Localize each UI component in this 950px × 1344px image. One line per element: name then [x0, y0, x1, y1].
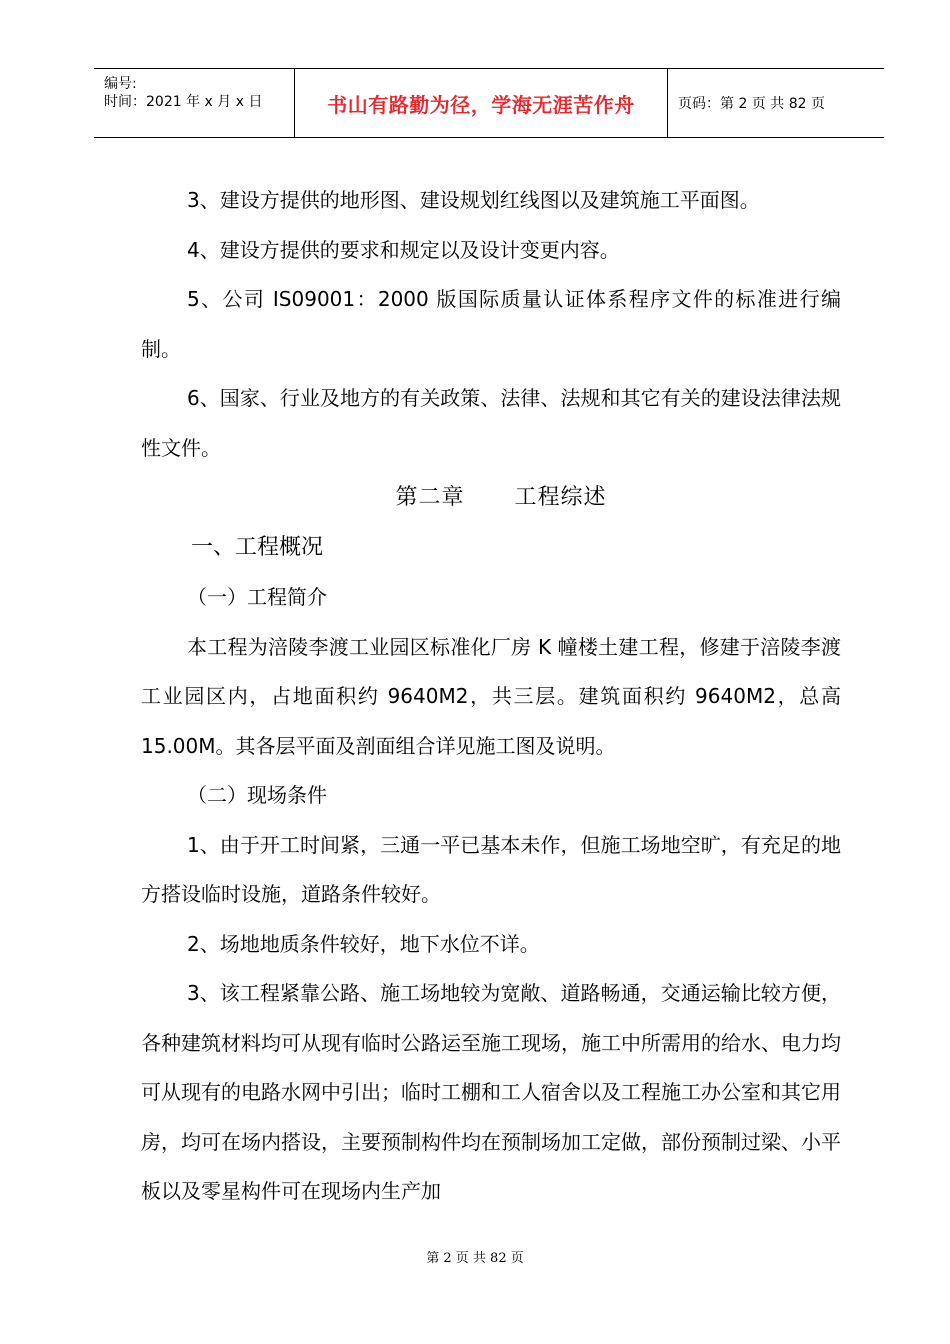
paragraph-site-condition-1: 1、由于开工时间紧，三通一平已基本未作，但施工场地空旷，有充足的地方搭设临时设施，道路条件较好。: [141, 832, 841, 906]
header-page-label: 页码：第 2 页 共 82 页: [678, 96, 825, 112]
paragraph-basis-3: 3、建设方提供的地形图、建设规划红线图以及建筑施工平面图。: [187, 188, 760, 212]
page-footer: 第 2 页 共 82 页: [426, 1251, 524, 1266]
section-heading: 一、工程概况: [191, 535, 324, 560]
paragraph-basis-5: 5、公司 IS09001：2000 版国际质量认证体系程序文件的标准进行编制。: [141, 287, 841, 361]
chapter-title: 工程综述: [514, 485, 607, 510]
subsection-heading-intro: （一）工程简介: [187, 585, 327, 609]
chapter-heading: [141, 473, 841, 523]
document-body: [141, 176, 841, 1217]
paragraph-site-condition-3: 3、该工程紧靠公路、施工场地较为宽敞、道路畅通，交通运输比较方便，各种建筑材料均可从现有临时公路运至施工现场，施工中所需用的给水、电力均可从现有的电路水网中引出；临时工棚和工人宿舍以及工程施工办公室和其它用房，均可在场内搭设，主要预制构件均在预制场加工定做，部份预制过梁、小平板以及零星构件可在现场内生产加: [141, 981, 841, 1203]
header-motto: 书山有路勤为径，学海无涯苦作舟: [327, 92, 635, 117]
paragraph-basis-6: 6、国家、行业及地方的有关政策、法律、法规和其它有关的建设法律法规性文件。: [141, 386, 841, 460]
header-number-label: 编号:: [104, 76, 137, 92]
page-header: [94, 68, 884, 138]
chapter-number: 第二章: [395, 485, 465, 510]
header-meta-cell: [94, 69, 295, 137]
header-motto-cell: [295, 69, 668, 137]
header-time-label: 时间：2021 年 x 月 x 日: [104, 94, 263, 110]
paragraph-site-condition-2: 2、场地地质条件较好，地下水位不详。: [187, 931, 540, 956]
subsection-heading-site: （二）现场条件: [187, 783, 327, 807]
header-page-cell: [668, 69, 884, 137]
paragraph-basis-4: 4、建设方提供的要求和规定以及设计变更内容。: [187, 237, 620, 262]
paragraph-project-intro: 本工程为涪陵李渡工业园区标准化厂房 K 幢楼土建工程，修建于涪陵李渡工业园区内，占地面积约 9640M2，共三层。建筑面积约 9640M2，总高 15.00M。其各层平面及剖面组合详见施工图及说明。: [141, 634, 841, 758]
